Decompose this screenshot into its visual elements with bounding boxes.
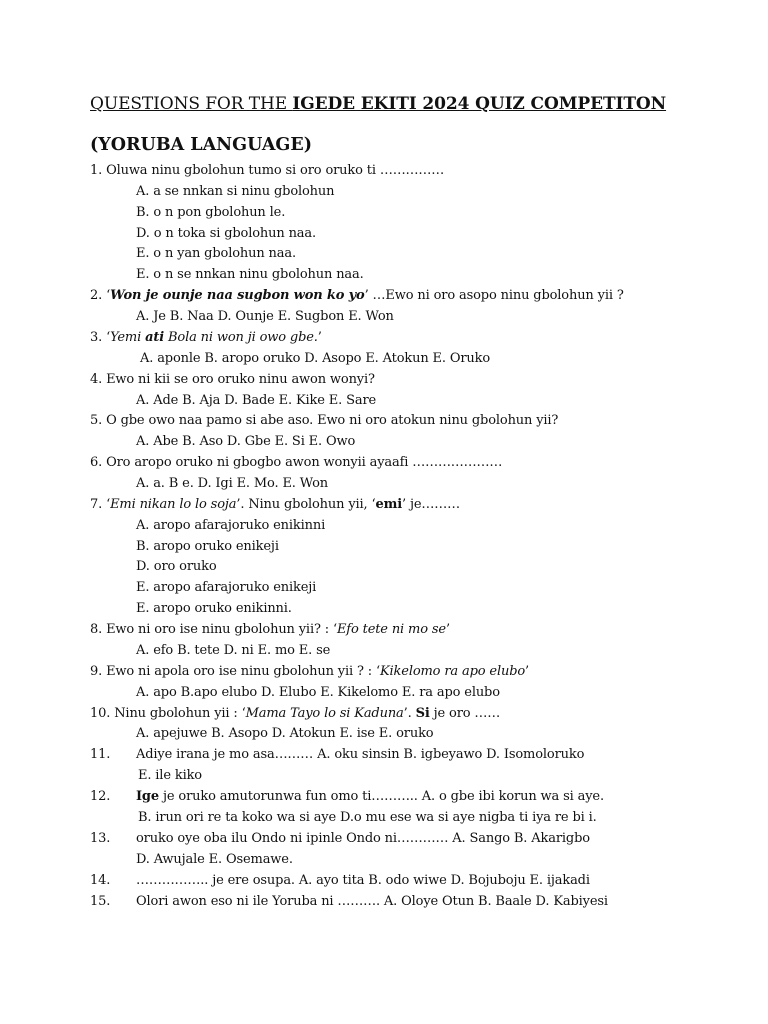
page-title	[90, 94, 666, 114]
question-11: Adiye irana je mo asa……… A. oku sinsin B. igbeyawo D. Isomoloruko	[136, 747, 585, 762]
q9-quote: Kikelomo ra apo elubo	[379, 664, 526, 679]
question-12-number: 12.	[90, 789, 111, 804]
q4-options: A. Ade B. Aja D. Bade E. Kike E. Sare	[136, 393, 377, 408]
q3-quote-bold: ati	[145, 330, 165, 345]
q2-quote: Won je ounje naa sugbon won ko yo	[110, 288, 365, 303]
q12-text: je oruko amutorunwa fun omo ti……….. A. o gbe ibi korun wa si aye.	[159, 789, 604, 804]
question-13-number: 13.	[90, 831, 111, 846]
question-2	[90, 288, 624, 304]
question-10	[90, 706, 500, 722]
question-15-number: 15.	[90, 894, 111, 909]
q12-options-cont: B. irun ori re ta koko wa si aye D.o mu ese wa si aye nigba ti iya re bi i.	[138, 810, 597, 825]
q8-text: 8. Ewo ni oro ise ninu gbolohun yii? : ‘	[90, 622, 337, 637]
question-12	[136, 789, 604, 805]
q3-number: 3. ‘	[90, 330, 111, 345]
q7-option: B. aropo oruko enikeji	[136, 539, 279, 554]
q2-number: 2. ‘	[90, 288, 111, 303]
question-5: 5. O gbe owo naa pamo si abe aso. Ewo ni oro atokun ninu gbolohun yii?	[90, 413, 559, 428]
q7-quote: Emi nikan lo lo soja	[110, 497, 237, 512]
q3-close: ’	[317, 330, 322, 345]
q1-option: E. o n se nnkan ninu gbolohun naa.	[136, 267, 364, 282]
q1-option: A. a se nnkan si ninu gbolohun	[136, 184, 335, 199]
q7-option: E. aropo oruko enikinni.	[136, 601, 292, 616]
q8-quote: Efo tete ni mo se	[336, 622, 446, 637]
q12-bold: Ige	[136, 789, 159, 804]
q10-quote: Mama Tayo lo si Kaduna	[245, 706, 404, 721]
q7-mid: ’. Ninu gbolohun yii, ‘	[236, 497, 376, 512]
title-bold: IGEDE EKITI 2024 QUIZ COMPETITON	[292, 94, 667, 114]
q3-options: A. aponle B. aropo oruko D. Asopo E. Atokun E. Oruko	[140, 351, 491, 366]
q8-close: ’	[445, 622, 450, 637]
question-7	[90, 497, 460, 513]
q10-rest: je oro ……	[429, 706, 501, 721]
question-11-number: 11.	[90, 747, 111, 762]
q6-options: A. a. B e. D. Igi E. Mo. E. Won	[136, 476, 328, 491]
q3-quote-end: Bola ni won ji owo gbe.	[164, 330, 318, 345]
q9-options: A. apo B.apo elubo D. Elubo E. Kikelomo E. ra apo elubo	[136, 685, 500, 700]
q1-option: B. o n pon gbolohun le.	[136, 205, 286, 220]
q9-text: 9. Ewo ni apola oro ise ninu gbolohun yii ? : ‘	[90, 664, 380, 679]
q5-options: A. Abe B. Aso D. Gbe E. Si E. Owo	[136, 434, 356, 449]
q7-option: E. aropo afarajoruko enikeji	[136, 580, 317, 595]
question-13: oruko oye oba ilu Ondo ni ipinle Ondo ni………… A. Sango B. Akarigbo	[136, 831, 590, 846]
q7-option: D. oro oruko	[136, 559, 217, 574]
q1-option: E. o n yan gbolohun naa.	[136, 246, 296, 261]
question-9	[90, 664, 529, 680]
q2-text: ’ …Ewo ni oro asopo ninu gbolohun yii ?	[364, 288, 624, 303]
q9-close: ’	[525, 664, 530, 679]
question-4: 4. Ewo ni kii se oro oruko ninu awon wonyi?	[90, 372, 375, 387]
q8-options: A. efo B. tete D. ni E. mo E. se	[136, 643, 331, 658]
q13-options-cont: D. Awujale E. Osemawe.	[136, 852, 293, 867]
q1-option: D. o n toka si gbolohun naa.	[136, 226, 316, 241]
title-prefix: QUESTIONS FOR THE	[90, 94, 293, 114]
question-1: 1. Oluwa ninu gbolohun tumo si oro oruko ti ……………	[90, 163, 445, 178]
q7-bold: emi	[375, 497, 403, 512]
question-14: …………….. je ere osupa. A. ayo tita B. odo wiwe D. Bojuboju E. ijakadi	[136, 873, 590, 888]
q3-quote-start: Yemi	[110, 330, 146, 345]
q7-number: 7. ‘	[90, 497, 111, 512]
question-15: Olori awon eso ni ile Yoruba ni ………. A. Oloye Otun B. Baale D. Kabiyesi	[136, 894, 608, 909]
question-8	[90, 622, 450, 638]
q11-options-cont: E. ile kiko	[138, 768, 202, 783]
question-3	[90, 330, 322, 346]
q10-options: A. apejuwe B. Asopo D. Atokun E. ise E. oruko	[136, 726, 434, 741]
question-14-number: 14.	[90, 873, 111, 888]
question-6: 6. Oro aropo oruko ni gbogbo awon wonyii ayaafi …………………	[90, 455, 503, 470]
q7-option: A. aropo afarajoruko enikinni	[136, 518, 326, 533]
q10-mid: ’.	[403, 706, 416, 721]
q7-text: ’ je………	[402, 497, 460, 512]
q10-bold: Si	[415, 706, 430, 721]
q10-text: 10. Ninu gbolohun yii : ‘	[90, 706, 246, 721]
page-subtitle: (YORUBA LANGUAGE)	[90, 135, 312, 155]
q2-options: A. Je B. Naa D. Ounje E. Sugbon E. Won	[136, 309, 394, 324]
